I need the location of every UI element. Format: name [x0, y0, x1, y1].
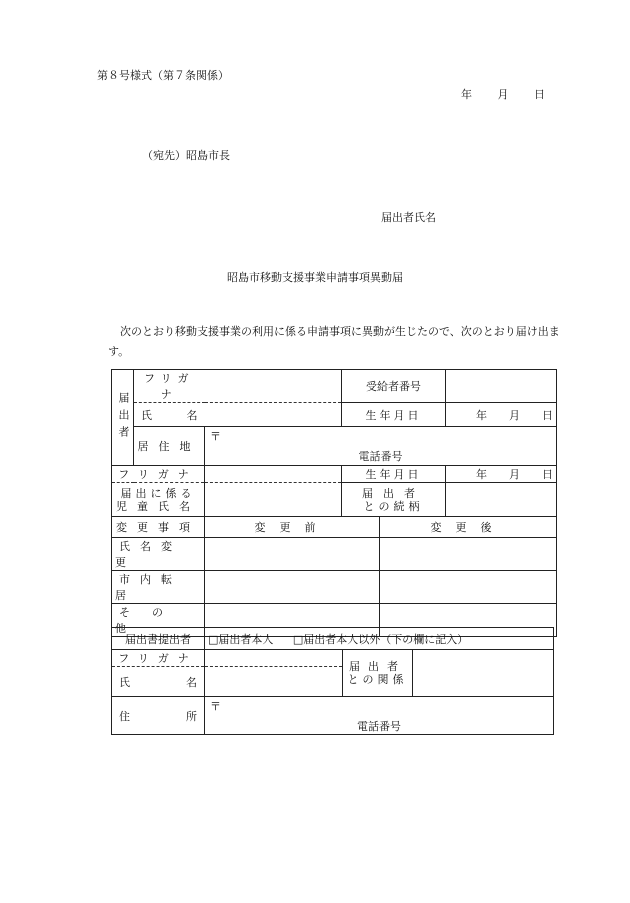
relation-field[interactable] — [446, 483, 557, 517]
other-checkbox[interactable]: □届出者本人以外（下の欄に記入） — [292, 632, 469, 646]
date-year-label: 年 — [461, 88, 472, 101]
birth-date-label: 生年月日 — [342, 403, 446, 427]
name-change-label: 氏名変更 — [112, 538, 205, 571]
submitter-name-label: 氏 名 — [112, 667, 205, 697]
child-furigana-label: フリガナ — [112, 466, 205, 483]
child-birth-date-field[interactable]: 年 月 日 — [446, 466, 557, 483]
submitter-table — [111, 627, 554, 735]
submitter-label: 届出書提出者 — [112, 628, 205, 650]
self-checkbox[interactable]: □届出者本人 — [208, 632, 274, 646]
address-label: 居住地 — [134, 427, 205, 466]
submitter-options — [205, 628, 554, 650]
after-header: 変更後 — [380, 517, 557, 538]
address-move-after[interactable] — [380, 571, 557, 604]
document-title: 昭島市移動支援事業申請事項異動届 — [227, 271, 403, 284]
other-label: その他 — [112, 604, 205, 637]
name-change-before[interactable] — [205, 538, 380, 571]
recipient-number-field[interactable] — [446, 370, 557, 403]
submitter-furigana-field[interactable] — [205, 650, 343, 667]
date-day-label: 日 — [534, 88, 545, 101]
child-birth-date-label: 生年月日 — [342, 466, 446, 483]
submitter-phone-label: 電話番号 — [357, 719, 401, 733]
applicant-group-label: 届出者 — [112, 370, 134, 466]
submission-date — [461, 86, 545, 102]
address-move-label: 市内転居 — [112, 571, 205, 604]
addressee: （宛先）昭島市長 — [142, 149, 230, 162]
child-furigana-field[interactable] — [205, 466, 342, 483]
address-field[interactable] — [205, 427, 557, 466]
address-move-before[interactable] — [205, 571, 380, 604]
phone-label: 電話番号 — [358, 450, 403, 463]
name-field[interactable] — [205, 403, 342, 427]
name-change-after[interactable] — [380, 538, 557, 571]
submitter-address-field[interactable] — [205, 697, 554, 735]
furigana-label: フリガナ — [134, 370, 205, 403]
child-name-label: 届出に係る 児童氏名 — [112, 483, 205, 517]
recipient-number-label: 受給者番号 — [342, 370, 446, 403]
submitter-name-field[interactable] — [205, 667, 343, 697]
postal-mark: 〒 — [210, 430, 221, 443]
submitter-relation-field[interactable] — [413, 650, 554, 697]
relation-label: 届出者 との続柄 — [342, 483, 446, 517]
submitter-postal-mark: 〒 — [210, 700, 221, 713]
intro-text: 次のとおり移動支援事業の利用に係る申請事項に異動が生じたので、次のとおり届け出ます。 — [108, 325, 560, 358]
name-label: 氏 名 — [134, 403, 205, 427]
submitter-relation-label: 届出者 との関係 — [343, 650, 413, 697]
submitter-address-label: 住 所 — [112, 697, 205, 735]
before-header: 変更前 — [205, 517, 380, 538]
change-item-header: 変更事項 — [112, 517, 205, 538]
submitter-furigana-label: フリガナ — [112, 650, 205, 667]
date-month-label: 月 — [497, 88, 509, 101]
child-name-field[interactable] — [205, 483, 342, 517]
applicant-name-label: 届出者氏名 — [381, 211, 436, 224]
furigana-field[interactable] — [205, 370, 342, 403]
form-number: 第８号様式（第７条関係） — [97, 69, 229, 82]
notification-table — [111, 369, 557, 637]
birth-date-field[interactable]: 年 月 日 — [446, 403, 557, 427]
